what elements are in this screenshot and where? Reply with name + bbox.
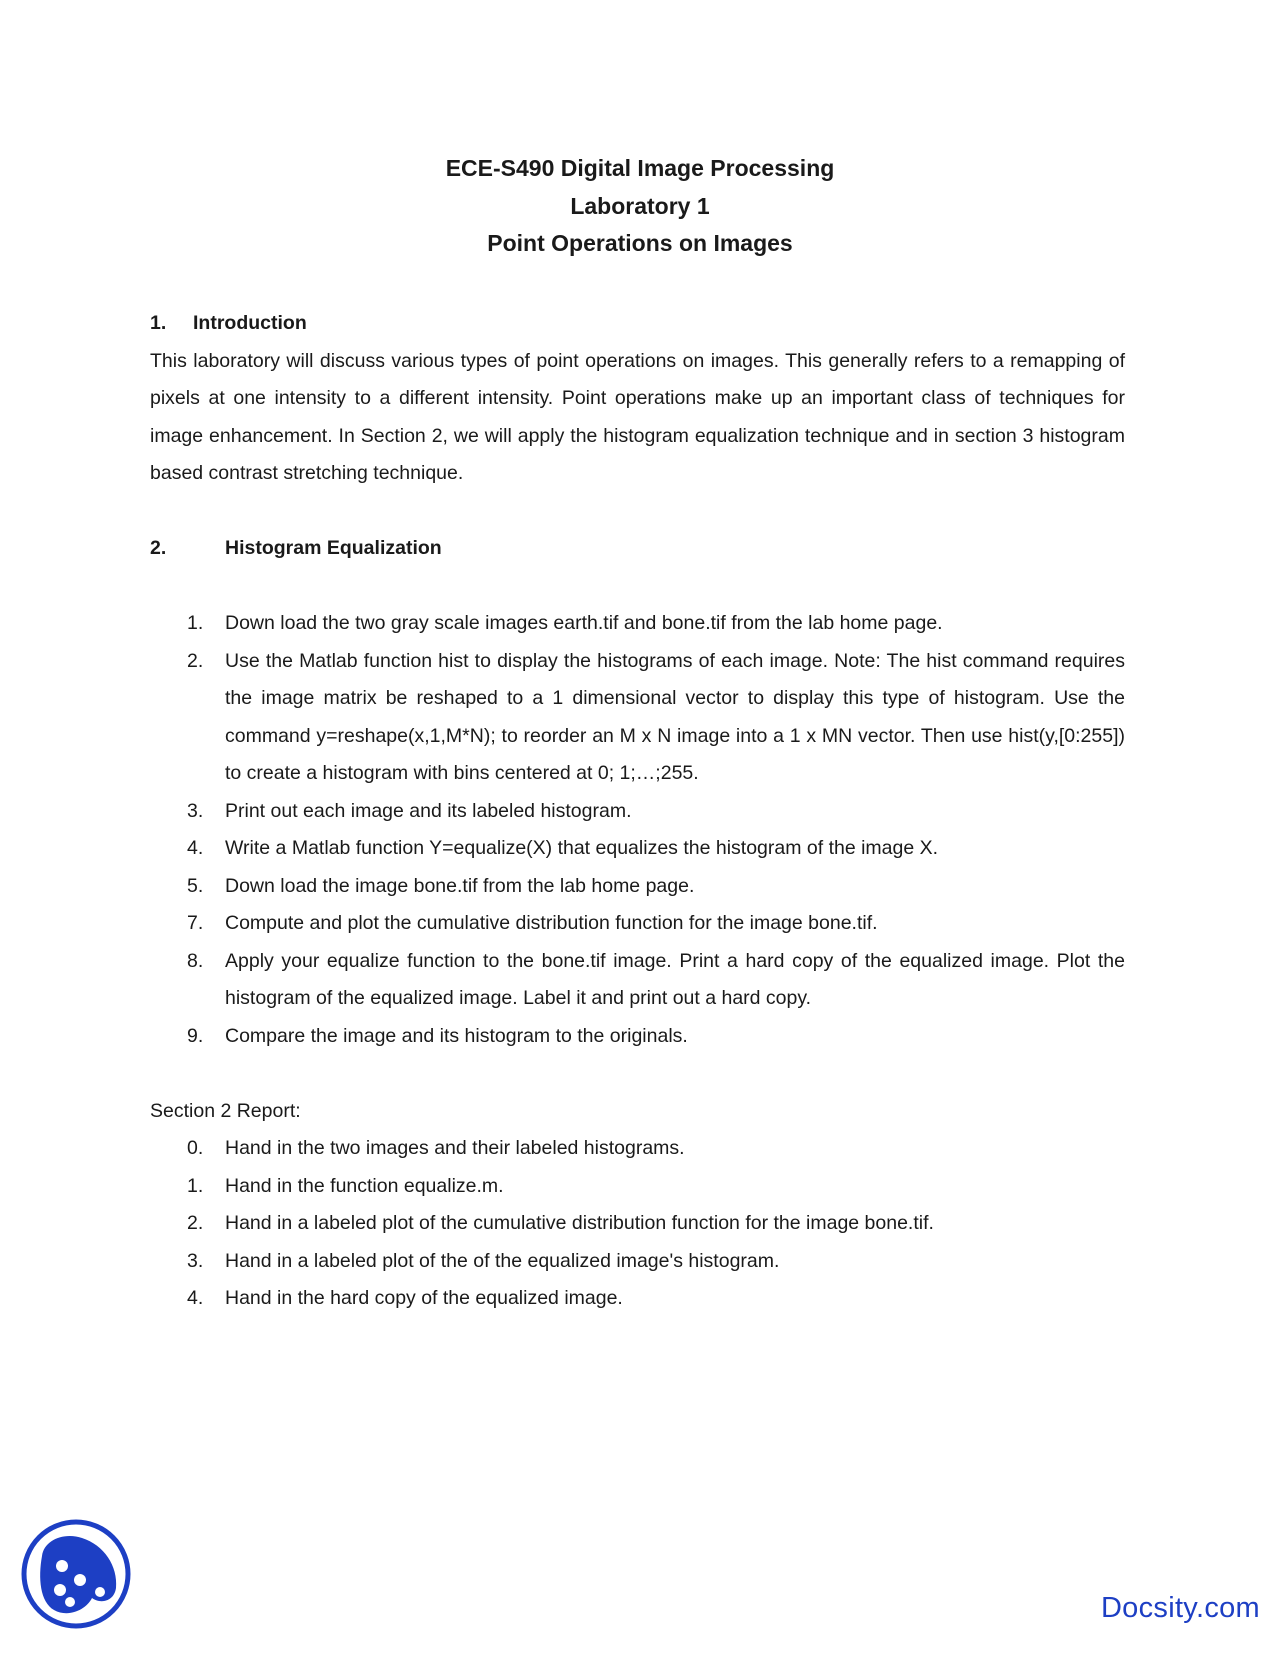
document-body — [150, 305, 1125, 1318]
list-item-text: Hand in a labeled plot of the cumulative distribution function for the image bone.tif. — [225, 1212, 934, 1234]
list-item-text: Hand in the two images and their labeled histograms. — [225, 1137, 685, 1159]
list-marker: 7. — [187, 912, 204, 934]
course-title: ECE-S490 Digital Image Processing — [445, 155, 835, 181]
docsity-logo-icon[interactable] — [20, 1518, 132, 1630]
list-marker: 4. — [187, 837, 204, 859]
report-label: Section 2 Report: — [150, 1099, 301, 1122]
list-marker: 1. — [187, 612, 204, 634]
section-2-heading — [150, 530, 1125, 568]
list-marker: 3. — [187, 1249, 204, 1272]
histogram-steps-list — [150, 605, 1125, 1055]
list-item — [150, 793, 1125, 831]
list-item-text: Down load the image bone.tif from the lab home page. — [225, 874, 695, 897]
list-item — [150, 1018, 1125, 1056]
list-item — [150, 1205, 1125, 1243]
list-item-text: Compute and plot the cumulative distribution function for the image bone.tif. — [225, 912, 878, 934]
title-block — [0, 150, 1280, 263]
list-item — [150, 1130, 1125, 1168]
list-marker: 0. — [187, 1137, 204, 1159]
list-item-text: Down load the two gray scale images earth.tif and bone.tif from the lab home page. — [225, 612, 943, 634]
list-item — [150, 643, 1125, 793]
introduction-paragraph: This laboratory will discuss various types of point operations on images. This generally refers to a remapping of pixels at one intensity to a different intensity. Point operations make up an important class of techniques for image enhancement. In Section 2, we will apply the histogram equalization technique and in section 3 histogram based contrast stretching technique. — [150, 349, 1125, 484]
list-marker: 5. — [187, 874, 204, 897]
list-item — [150, 905, 1125, 943]
section-1-title: Introduction — [193, 312, 307, 334]
list-marker: 2. — [187, 1212, 204, 1234]
list-item-text: Compare the image and its histogram to the originals. — [225, 1024, 688, 1047]
list-item — [150, 868, 1125, 906]
list-marker: 8. — [187, 949, 204, 972]
section-2-number: 2. — [150, 537, 167, 559]
list-marker: 4. — [187, 1287, 204, 1309]
lab-title: Laboratory 1 — [570, 192, 710, 219]
list-item — [150, 830, 1125, 868]
docsity-brand-link[interactable]: Docsity.com — [1100, 1592, 1260, 1624]
section-2-title: Histogram Equalization — [225, 537, 442, 559]
list-item — [150, 1168, 1125, 1206]
list-item-text: Use the Matlab function hist to display the histograms of each image. Note: The hist command requires the image matrix be reshaped to a 1 dimensional vector to display this type of histogram. Use the command y=reshape(x,1,M*N); to reorder an M x N image into a 1 x MN vector. Then use hist(y,[0:255]) to create a histogram with bins centered at 0; 1;…;255. — [225, 649, 1125, 784]
section-1-heading — [150, 305, 1125, 343]
list-item-text: Write a Matlab function Y=equalize(X) that equalizes the histogram of the image X. — [225, 837, 939, 859]
topic-title: Point Operations on Images — [487, 230, 793, 256]
list-item-text: Hand in a labeled plot of the of the equalized image's histogram. — [225, 1249, 780, 1272]
list-item-text: Hand in the hard copy of the equalized image. — [225, 1287, 623, 1309]
report-items-list — [150, 1130, 1125, 1318]
list-item — [150, 943, 1125, 1018]
list-item-text: Hand in the function equalize.m. — [225, 1174, 504, 1197]
list-marker: 3. — [187, 799, 204, 822]
list-item-text: Apply your equalize function to the bone.tif image. Print a hard copy of the equalized image. Plot the histogram of the equalized image. Label it and print out a hard copy. — [225, 949, 1125, 1009]
list-marker: 1. — [187, 1174, 204, 1197]
list-item — [150, 605, 1125, 643]
list-marker: 2. — [187, 649, 204, 672]
list-item — [150, 1243, 1125, 1281]
list-marker: 9. — [187, 1024, 204, 1047]
list-item-text: Print out each image and its labeled histogram. — [225, 799, 632, 822]
section-1-number: 1. — [150, 312, 167, 334]
list-item — [150, 1280, 1125, 1318]
